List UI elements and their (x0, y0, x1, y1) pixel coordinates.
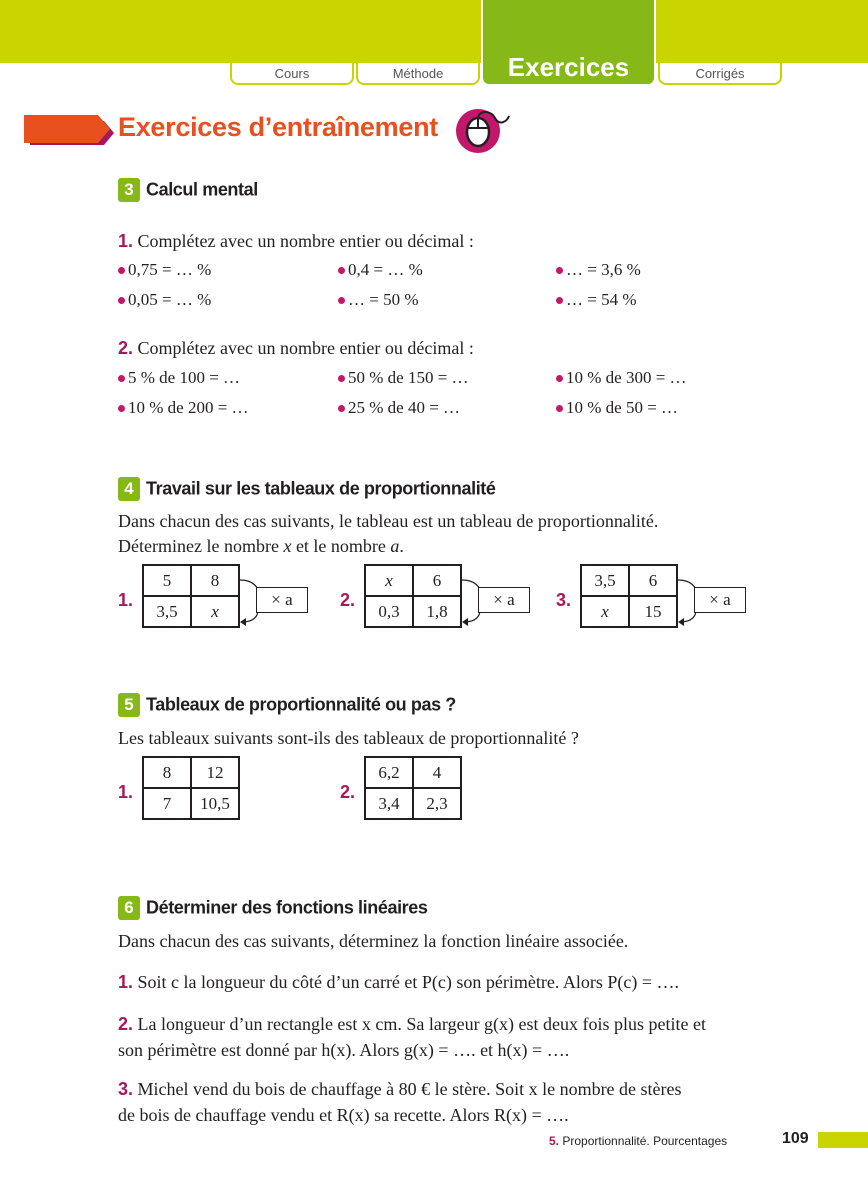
page-title: Exercices d’entraînement (118, 112, 438, 142)
exercise-5-heading (118, 693, 456, 717)
exercise-title: Tableaux de proportionnalité ou pas ? (146, 694, 456, 715)
table-cell: 4 (413, 757, 461, 788)
exercise-title: Travail sur les tableaux de proportionnalité (146, 478, 496, 499)
question-number: 3. (118, 1079, 134, 1099)
question-number: 1. (118, 231, 134, 251)
table-cell: 3,5 (143, 596, 191, 627)
tab-cours[interactable]: Cours (230, 63, 354, 85)
table-cell: 15 (629, 596, 677, 627)
table-label: 1. (118, 590, 134, 610)
page-number: 109 (782, 1130, 809, 1147)
list-item: … = 3,6 % (556, 260, 641, 280)
exercise-number: 6 (118, 896, 140, 920)
table-cell: 3,5 (581, 565, 629, 596)
list-item: 0,05 = … % (118, 290, 211, 310)
table-cell: x (581, 596, 629, 627)
chapter-number: 5. (549, 1134, 560, 1148)
table-cell: 8 (191, 565, 239, 596)
question-number: 2. (118, 1014, 134, 1034)
list-item: 50 % de 150 = … (338, 368, 469, 388)
ex6-question-2-line-2: son périmètre est donné par h(x). Alors g(x) = …. et h(x) = …. (118, 1040, 570, 1060)
multiplier-box: × a (478, 587, 530, 613)
ex4-instruction-line-2: Déterminez le nombre x et le nombre a. (118, 536, 404, 556)
multiplier-box: × a (256, 587, 308, 613)
table-label: 2. (340, 590, 356, 610)
ex3-question-1 (118, 228, 474, 254)
exercise-number: 4 (118, 477, 140, 501)
table-cell: x (365, 565, 413, 596)
list-item: … = 54 % (556, 290, 637, 310)
ex6-question-2 (118, 1011, 706, 1037)
list-item: 25 % de 40 = … (338, 398, 460, 418)
computer-mouse-icon (455, 108, 515, 154)
exercise-title: Calcul mental (146, 179, 258, 200)
question-text: La longueur d’un rectangle est x cm. Sa largeur g(x) est deux fois plus petite et (137, 1014, 707, 1034)
question-number: 1. (118, 972, 134, 992)
list-item: 10 % de 300 = … (556, 368, 687, 388)
proportion-table-2 (364, 564, 462, 628)
ex6-question-3 (118, 1076, 682, 1102)
tab-exercices[interactable]: Exercices (481, 0, 656, 86)
list-item: 0,75 = … % (118, 260, 211, 280)
exercise-number: 5 (118, 693, 140, 717)
exercise-4-heading (118, 477, 496, 501)
question-text: Complétez avec un nombre entier ou décimal : (137, 231, 474, 251)
table-cell: 6 (413, 565, 461, 596)
question-number: 2. (118, 338, 134, 358)
ex6-question-3-line-2: de bois de chauffage vendu et R(x) sa recette. Alors R(x) = …. (118, 1105, 569, 1125)
table-cell: 5 (143, 565, 191, 596)
table-cell: 2,3 (413, 788, 461, 819)
question-text: Soit c la longueur du côté d’un carré et P(c) son périmètre. Alors P(c) = …. (137, 972, 680, 992)
question-text: Michel vend du bois de chauffage à 80 € le stère. Soit x le nombre de stères (137, 1079, 682, 1099)
table-cell: 12 (191, 757, 239, 788)
proportion-table-3 (580, 564, 678, 628)
tab-corriges[interactable]: Corrigés (658, 63, 782, 85)
ex6-intro: Dans chacun des cas suivants, déterminez la fonction linéaire associée. (118, 931, 629, 951)
exercise-3-heading (118, 178, 258, 202)
question-text: Complétez avec un nombre entier ou décimal : (137, 338, 474, 358)
list-item: 0,4 = … % (338, 260, 423, 280)
ex6-question-1 (118, 969, 679, 995)
table-cell: 1,8 (413, 596, 461, 627)
title-arrow-icon (24, 115, 114, 149)
tab-methode[interactable]: Méthode (356, 63, 480, 85)
ex5-instruction: Les tableaux suivants sont-ils des tableaux de proportionnalité ? (118, 728, 579, 748)
footer-chapter (549, 1134, 727, 1148)
list-item: 10 % de 50 = … (556, 398, 678, 418)
table-cell: 3,4 (365, 788, 413, 819)
ex3-question-2 (118, 335, 474, 361)
table-label: 1. (118, 782, 134, 802)
list-item: 10 % de 200 = … (118, 398, 249, 418)
table-cell: 10,5 (191, 788, 239, 819)
table-label: 2. (340, 782, 356, 802)
table-cell: x (191, 596, 239, 627)
multiplier-box: × a (694, 587, 746, 613)
exercise-6-heading (118, 896, 428, 920)
table-cell: 7 (143, 788, 191, 819)
proportion-table-5-1 (142, 756, 240, 820)
table-cell: 6 (629, 565, 677, 596)
proportion-table-1 (142, 564, 240, 628)
table-cell: 8 (143, 757, 191, 788)
exercise-number: 3 (118, 178, 140, 202)
chapter-title: Proportionnalité. Pourcentages (562, 1134, 728, 1148)
proportion-table-5-2 (364, 756, 462, 820)
table-cell: 0,3 (365, 596, 413, 627)
header-band (0, 0, 868, 63)
table-cell: 6,2 (365, 757, 413, 788)
list-item: … = 50 % (338, 290, 419, 310)
list-item: 5 % de 100 = … (118, 368, 240, 388)
exercise-title: Déterminer des fonctions linéaires (146, 897, 428, 918)
footer-bar (818, 1132, 868, 1148)
ex4-instruction-line-1: Dans chacun des cas suivants, le tableau est un tableau de proportionnalité. (118, 511, 659, 531)
table-label: 3. (556, 590, 572, 610)
